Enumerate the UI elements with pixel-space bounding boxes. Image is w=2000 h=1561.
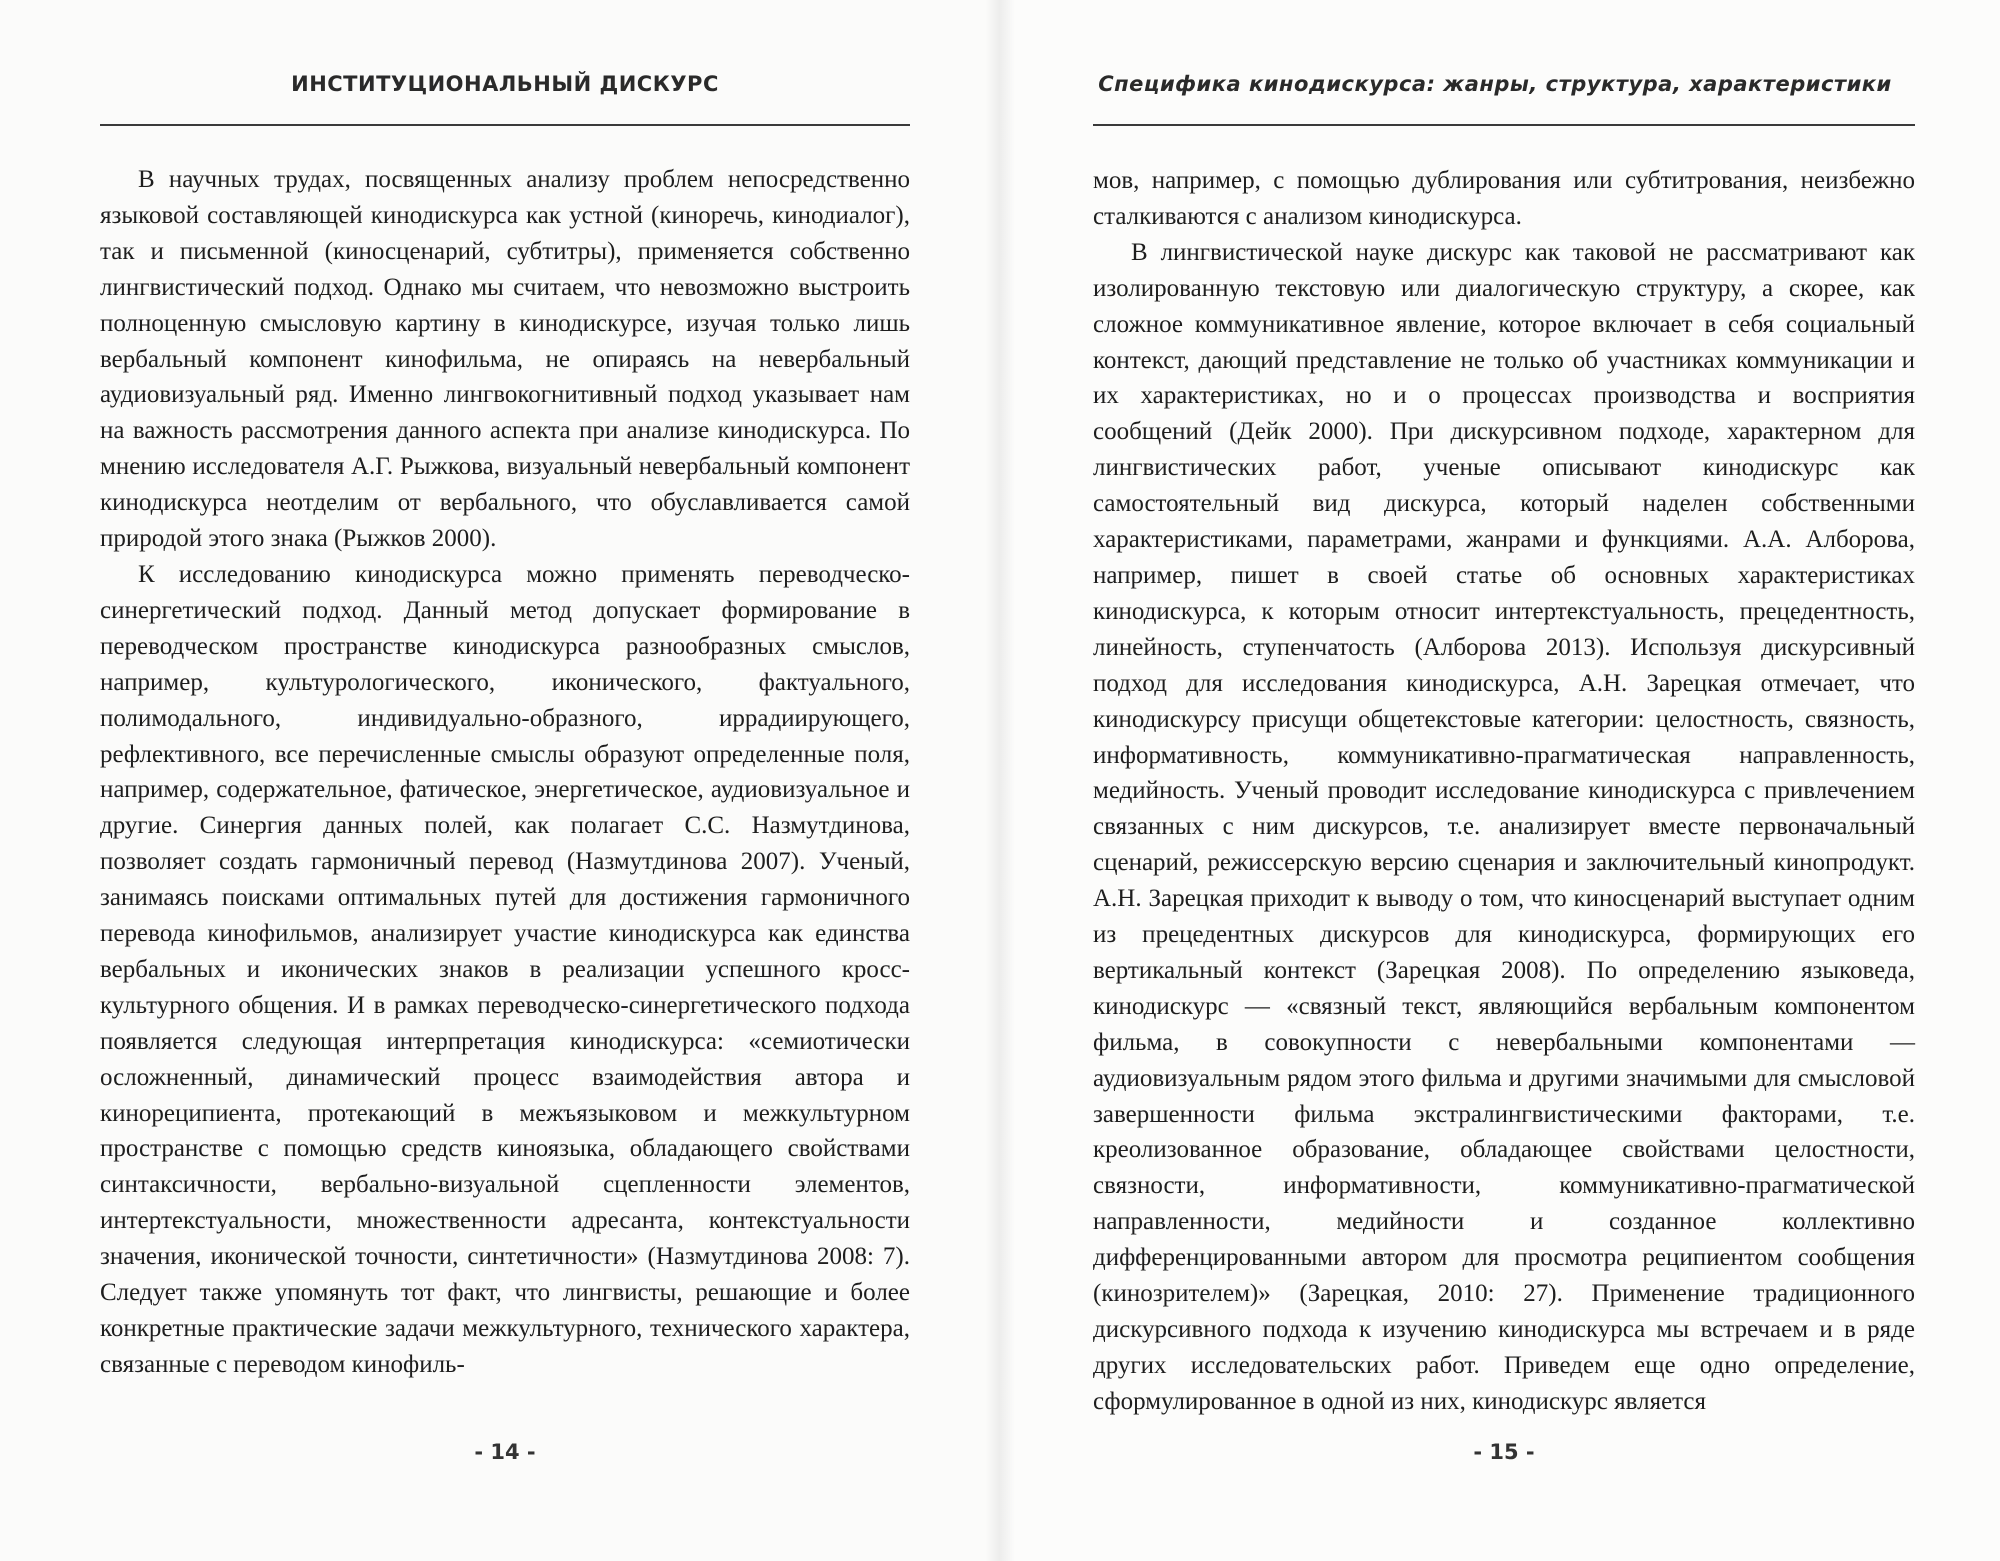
paragraph: В научных трудах, посвященных анализу проблем непосредственно языковой составляющей кинодискурса как устной (киноречь, кинодиалог), так и письменной (киносценарий, субтитры), применяется собственно лингвистический подход. Однако мы считаем, что невозможно выстроить полноценную смысловую картину в кинодискурсе, изучая только лишь вербальный компонент кинофильма, не опираясь на невербальный аудиовизуальный ряд. Именно лингвокогнитивный подход указывает нам на важность рассмотрения данного аспекта при анализе кинодискурса. По мнению исследователя А.Г. Рыжкова, визуальный невербальный компонент кинодискурса неотделим от вербального, что обуславливается самой природой этого знака (Рыжков 2000). xyxy=(100,166,910,553)
paragraph: В лингвистической науке дискурс как таковой не рассматривают как изолированную текстовую или диалогическую структуру, а скорее, как сложное коммуникативное явление, которое включает в себя социальный контекст, дающий представление не только об участниках коммуникации и их характеристиках, но и о процессах производства и восприятия сообщений (Дейк 2000). При дискурсивном подходе, характерном для лингвистических работ, ученые описывают кинодискурс как самостоятельный вид дискурса, который наделен собственными характеристиками, параметрами, жанрами и функциями. А.А. Алборова, например, пишет в своей статье об основных характеристиках кинодискурса, к которым относит интертекстуальность, прецедентность, линейность, ступенчатость (Алборова 2013). Используя дискурсивный подход для исследования кинодискурса, А.Н. Зарецкая отмечает, что кинодискурсу присущи общетекстовые категории: целостность, связность, информативность, коммуникативно-прагматическая направленность, медийность. Ученый проводит исследование кинодискурса с привлечением связанных с ним дискурсов, т.е. анализирует вместе первоначальный сценарий, режиссерскую версию сценария и заключительный кинопродукт. А.Н. Зарецкая приходит к выводу о том, что киносценарий выступает одним из прецедентных дискурсов для кинодискурса, формирующих его вертикальный контекст (Зарецкая 2008). По определению языковеда, кинодискурс — «связный текст, являющийся вербальным компонентом фильма, в совокупности с невербальными компонентами — аудиовизуальным рядом этого фильма и другими значимыми для смысловой завершенности фильма экстралингвистическими факторами, т.е. креолизованное образование, обладающее свойствами целостности, связности, информативности, коммуникативно-прагматической направленности, медийности и созданное коллективно дифференцированными автором для просмотра реципиентом сообщения (кинозрителем)» (Зарецкая, 2010: 27). Применение традиционного дискурсивного подхода к изучению кинодискурса мы встречаем и в ряде других исследовательских работ. Приведем еще одно определение, сформулированное в одной из них, кинодискурс является xyxy=(1093,238,1915,1415)
book-gutter xyxy=(985,0,1015,1561)
right-page xyxy=(1000,0,2000,1561)
header-rule xyxy=(100,124,910,126)
page-number: - 15 - xyxy=(1473,1440,1535,1464)
running-head: Специфика кинодискурса: жанры, структура, характеристики xyxy=(1098,72,1892,96)
header-rule xyxy=(1093,124,1915,126)
running-head: ИНСТИТУЦИОНАЛЬНЫЙ ДИСКУРС xyxy=(291,72,719,96)
paragraph: мов, например, с помощью дублирования или субтитрования, неизбежно сталкиваются с анализом кинодискурса. xyxy=(1093,167,1915,230)
body-text xyxy=(100,162,910,1383)
page-number: - 14 - xyxy=(474,1440,536,1464)
paragraph: К исследованию кинодискурса можно применять переводческо-синергетический подход. Данный метод допускает формирование в переводческом пространстве кинодискурса разнообразных смыслов, например, культурологического, иконического, фактуального, полимодального, индивидуально-образного, иррадиирующего, рефлективного, все перечисленные смыслы образуют определенные поля, например, содержательное, фатическое, энергетическое, аудиовизуальное и другие. Синергия данных полей, как полагает С.С. Назмутдинова, позволяет создать гармоничный перевод (Назмутдинова 2007). Ученый, занимаясь поисками оптимальных путей для достижения гармоничного перевода кинофильмов, анализирует участие кинодискурса как единства вербальных и иконических знаков в реализации успешного кросс-культурного общения. И в рамках переводческо-синергетического подхода появляется следующая интерпретация кинодискурса: «семиотически осложненный, динамический процесс взаимодействия автора и кинореципиента, протекающий в межъязыковом и межкультурном пространстве с помощью средств киноязыка, обладающего свойствами синтаксичности, вербально-визуальной сцепленности элементов, интертекстуальности, множественности адресанта, контекстуальности значения, иконической точности, синтетичности» (Назмутдинова 2008: 7). Следует также упомянуть тот факт, что лингвисты, решающие и более конкретные практические задачи межкультурного, технического характера, связанные с переводом кинофиль- xyxy=(100,560,910,1378)
body-text xyxy=(1093,163,1915,1420)
